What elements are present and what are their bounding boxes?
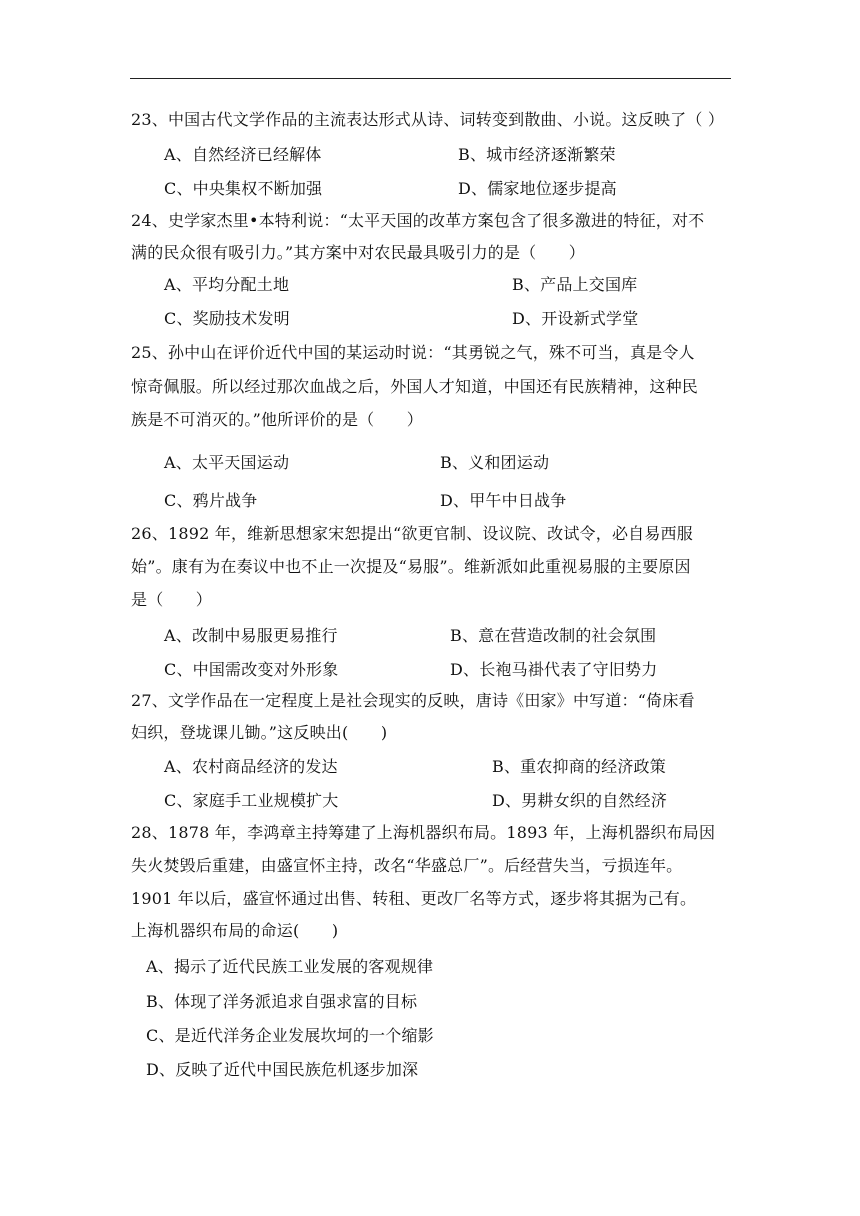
question-24-option-a: A、平均分配土地 bbox=[164, 275, 290, 294]
question-23-stem: 23、中国古代文学作品的主流表达形式从诗、词转变到散曲、小说。这反映了（ ） bbox=[131, 110, 725, 129]
question-27-stem-line-2: 妇织，登垅课儿锄。”这反映出( ) bbox=[131, 723, 388, 742]
header-rule bbox=[130, 78, 731, 79]
question-28-option-c: C、是近代洋务企业发展坎坷的一个缩影 bbox=[146, 1026, 434, 1045]
question-27-option-c: C、家庭手工业规模扩大 bbox=[164, 791, 339, 810]
question-26-option-b: B、意在营造改制的社会氛围 bbox=[450, 626, 657, 645]
question-26-stem-line-2: 始”。康有为在奏议中也不止一次提及“易服”。维新派如此重视易服的主要原因 bbox=[131, 557, 691, 576]
question-28-stem-line-1: 28、1878 年，李鸿章主持筹建了上海机器织布局。1893 年，上海机器织布局因 bbox=[131, 823, 716, 842]
question-23-option-b: B、城市经济逐渐繁荣 bbox=[458, 145, 616, 164]
question-26-option-c: C、中国需改变对外形象 bbox=[164, 660, 339, 679]
question-25-option-a: A、太平天国运动 bbox=[164, 453, 290, 472]
question-28-stem-line-4: 上海机器织布局的命运( ) bbox=[131, 921, 339, 940]
question-24-stem-line-2: 满的民众很有吸引力。”其方案中对农民最具吸引力的是（ ） bbox=[131, 243, 585, 262]
question-26-option-a: A、改制中易服更易推行 bbox=[164, 626, 338, 645]
question-28-stem-line-2: 失火焚毁后重建，由盛宣怀主持，改名“华盛总厂”。后经营失当，亏损连年。 bbox=[131, 856, 683, 875]
question-27-stem-line-1: 27、文学作品在一定程度上是社会现实的反映，唐诗《田家》中写道：“倚床看 bbox=[131, 691, 695, 710]
question-25-option-d: D、甲午中日战争 bbox=[440, 491, 567, 510]
question-26-stem-line-3: 是（ ） bbox=[131, 590, 213, 609]
question-25-option-b: B、义和团运动 bbox=[440, 453, 550, 472]
question-25-stem-line-2: 惊奇佩服。所以经过那次血战之后，外国人才知道，中国还有民族精神，这种民 bbox=[131, 377, 699, 396]
question-26-option-d: D、长袍马褂代表了守旧势力 bbox=[450, 660, 658, 679]
question-28-option-d: D、反映了近代中国民族危机逐步加深 bbox=[146, 1060, 419, 1079]
question-24-option-c: C、奖励技术发明 bbox=[164, 309, 290, 328]
question-25-stem-line-3: 族是不可消灭的。”他所评价的是（ ） bbox=[131, 410, 423, 429]
question-28-option-a: A、揭示了近代民族工业发展的客观规律 bbox=[146, 957, 434, 976]
question-24-option-d: D、开设新式学堂 bbox=[512, 309, 639, 328]
question-27-option-a: A、农村商品经济的发达 bbox=[164, 757, 338, 776]
question-23-option-a: A、自然经济已经解体 bbox=[164, 145, 322, 164]
question-28-option-b: B、体现了洋务派追求自强求富的目标 bbox=[146, 992, 418, 1011]
question-25-stem-line-1: 25、孙中山在评价近代中国的某运动时说：“其勇锐之气，殊不可当，真是令人 bbox=[131, 343, 695, 362]
question-24-option-b: B、产品上交国库 bbox=[512, 275, 638, 294]
question-27-option-d: D、男耕女织的自然经济 bbox=[492, 791, 668, 810]
question-23-option-d: D、儒家地位逐步提高 bbox=[458, 179, 617, 198]
question-25-option-c: C、鸦片战争 bbox=[164, 491, 258, 510]
question-24-stem-line-1: 24、史学家杰里•本特利说：“太平天国的改革方案包含了很多激进的特征，对不 bbox=[131, 211, 705, 230]
question-27-option-b: B、重农抑商的经济政策 bbox=[492, 757, 666, 776]
question-26-stem-line-1: 26、1892 年，维新思想家宋恕提出“欲更官制、设议院、改试令，必自易西服 bbox=[131, 524, 693, 543]
question-28-stem-line-3: 1901 年以后，盛宣怀通过出售、转租、更改厂名等方式，逐步将其据为己有。 bbox=[131, 889, 697, 908]
question-23-option-c: C、中央集权不断加强 bbox=[164, 179, 323, 198]
